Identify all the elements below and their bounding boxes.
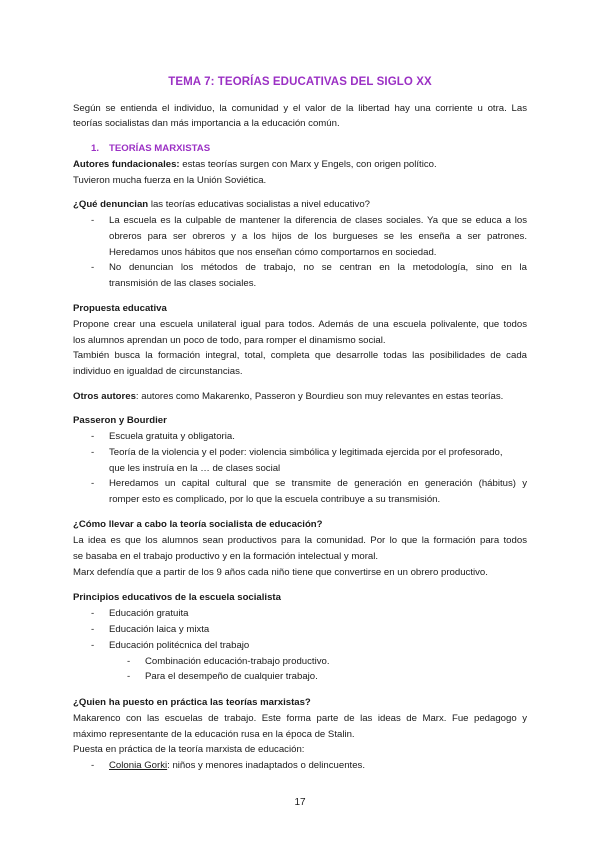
list-bullet: - [91, 431, 95, 442]
question-heading [73, 199, 370, 211]
list-bullet: - [91, 447, 95, 458]
gorki-text: : niños y menores inadaptados o delincuentes. [167, 760, 365, 771]
subheading: Propuesta educativa [73, 303, 167, 314]
paragraph-line: individuo en igualdad de circunstancias. [73, 366, 243, 377]
paragraph-line: máximo representante de la educación rusa en la época de Stalin. [73, 729, 355, 740]
paragraph-line: Propone crear una escuela unilateral igual para todos. Además de una escuela polivalente, que todos [73, 319, 527, 330]
list-item-line: Teoría de la violencia y el poder: violencia simbólica y legitimada ejercida por el profesorado, [109, 447, 503, 458]
list-bullet: - [91, 760, 95, 771]
subheading: ¿Cómo llevar a cabo la teoría socialista de educación? [73, 519, 323, 530]
list-item-line: Educación laica y mixta [109, 624, 210, 635]
list-bullet: - [91, 624, 95, 635]
autores-line [73, 159, 437, 171]
paragraph-line: Marx defendía que a partir de los 9 años cada niño tiene que convertirse en un obrero productivo. [73, 567, 488, 578]
otros-label: Otros autores [73, 391, 136, 402]
paragraph-line: Puesta en práctica de la teoría marxista de educación: [73, 744, 305, 755]
intro-paragraph-line: teorías socialistas dan más importancia a la educación común. [73, 118, 340, 129]
paragraph-line: se basaba en el trabajo productivo y en la formación intelectual y moral. [73, 551, 379, 562]
list-item-line: Educación politécnica del trabajo [109, 640, 250, 651]
list-bullet: - [127, 656, 131, 667]
paragraph-line: los alumnos aprendan un poco de todo, para romper el dinamismo social. [73, 335, 386, 346]
list-bullet: - [91, 640, 95, 651]
list-bullet: - [91, 262, 95, 273]
list-bullet: - [91, 608, 95, 619]
paragraph-line: Tuvieron mucha fuerza en la Unión Soviética. [73, 175, 267, 186]
autores-label: Autores fundacionales: [73, 159, 180, 170]
list-item-line: Educación gratuita [109, 608, 189, 619]
list-bullet: - [127, 671, 131, 682]
list-bullet: - [91, 215, 95, 226]
otros-text: : autores como Makarenko, Passeron y Bourdieu son muy relevantes en estas teorías. [135, 391, 504, 402]
list-item-line: romper esto es complicado, por lo que la escuela contribuye a su transmisión. [109, 494, 441, 505]
list-item-line: que les instruía en la … de clases social [109, 463, 281, 474]
paragraph-line: Makarenco con las escuelas de trabajo. Este forma parte de las ideas de Marx. Fue pedagogo y [73, 713, 527, 724]
question-bold: ¿Qué denuncian [73, 199, 149, 210]
section-number: 1. [91, 143, 100, 154]
list-bullet: - [91, 478, 95, 489]
list-item-line: transmisión de las clases sociales. [109, 278, 257, 289]
list-item-line: Heredamos un capital cultural que se transmite de generación en generación (hábitus) y [109, 478, 527, 489]
list-item-line: No denuncian los métodos de trabajo, no se centran en la metodología, sino en la [109, 262, 527, 273]
list-item-line: Heredamos unos hábitos que nos enseñan cómo comportarnos en sociedad. [109, 247, 437, 258]
question-rest: las teorías educativas socialistas a nivel educativo? [148, 199, 371, 210]
subheading: Passeron y Bourdier [73, 415, 167, 426]
gorki-label: Colonia Gorki [109, 760, 168, 771]
section-heading: TEORÍAS MARXISTAS [109, 143, 211, 154]
paragraph-line: La idea es que los alumnos sean productivos para la comunidad. Por lo que la formación para todos [73, 535, 527, 546]
autores-text: estas teorías surgen con Marx y Engels, con origen político. [179, 159, 437, 170]
list-item-line: Combinación educación-trabajo productivo. [145, 656, 330, 667]
list-item-line: obreros para ser obreros y a los hijos de los burgueses se les enseña a ser patrones. [109, 231, 527, 242]
list-item-line: Para el desempeño de cualquier trabajo. [145, 671, 318, 682]
subheading: Principios educativos de la escuela socialista [73, 592, 281, 603]
page-title: TEMA 7: TEORÍAS EDUCATIVAS DEL SIGLO XX [168, 76, 432, 88]
page-number: 17 [294, 797, 306, 808]
list-item-line: La escuela es la culpable de mantener la diferencia de clases sociales. Ya que se educa a los [109, 215, 527, 226]
intro-paragraph-line: Según se entienda el individuo, la comunidad y el valor de la libertad hay una corriente u otra. Las [73, 103, 527, 114]
subheading: ¿Quien ha puesto en práctica las teorías marxistas? [73, 697, 311, 708]
otros-autores-line [73, 391, 503, 403]
paragraph-line: También busca la formación integral, total, completa que desarrolle todas las posibilidades de cada [73, 350, 527, 361]
gorki-line [109, 760, 365, 772]
list-item-line: Escuela gratuita y obligatoria. [109, 431, 235, 442]
